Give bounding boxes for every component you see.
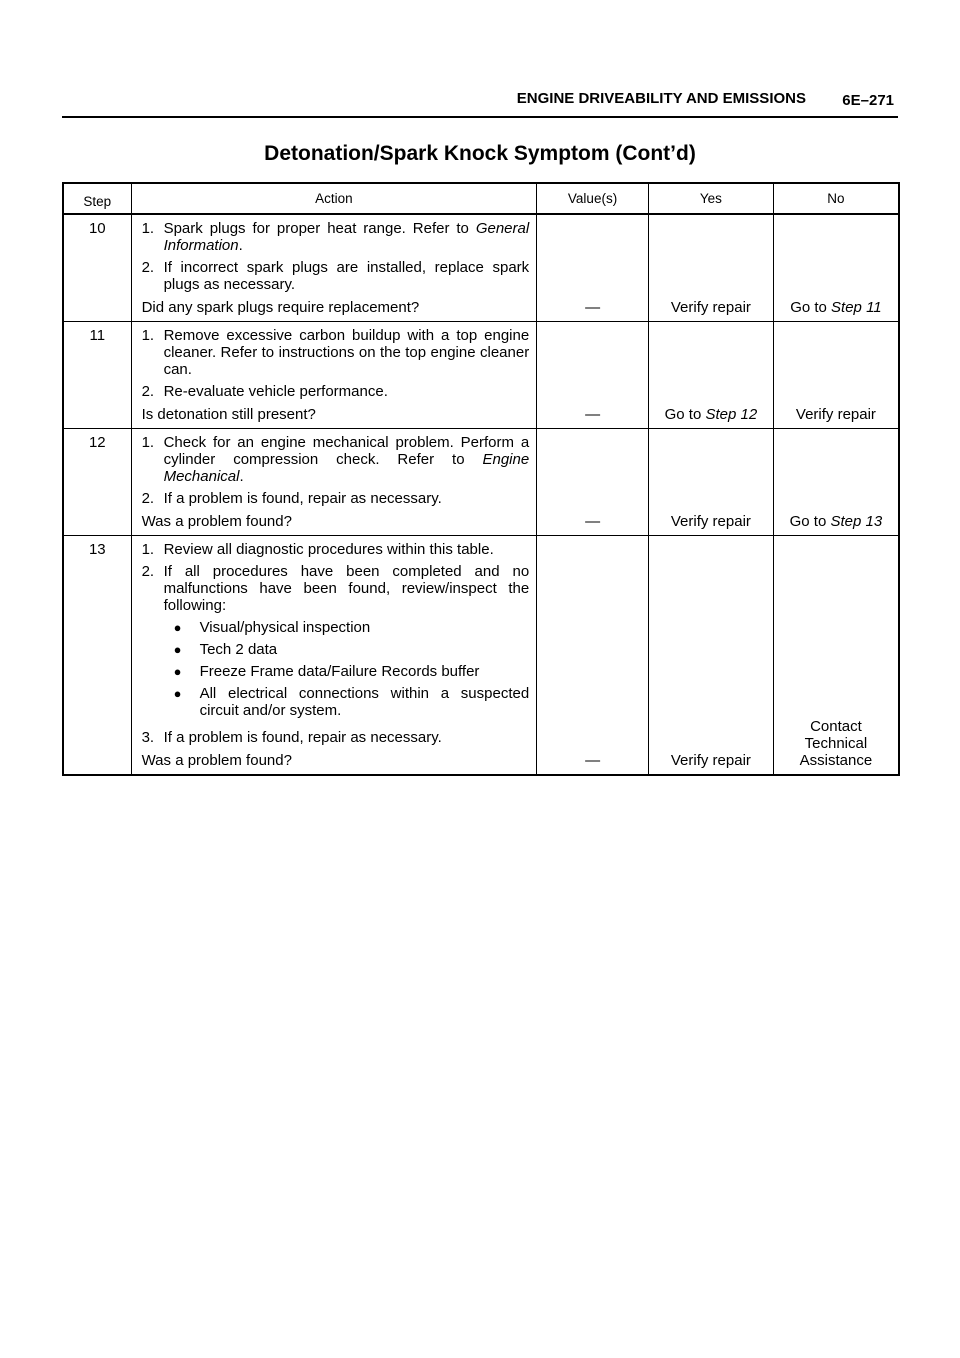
step-number: 10 bbox=[63, 214, 131, 322]
section-title: ENGINE DRIVEABILITY AND EMISSIONS bbox=[516, 90, 806, 107]
action-item: 1. Review all diagnostic procedures within this table. bbox=[141, 541, 494, 558]
bullet-icon: ● bbox=[173, 642, 182, 657]
action-cell bbox=[131, 536, 537, 776]
no-cell: Go to Step 13 bbox=[773, 429, 899, 536]
table-row bbox=[63, 214, 899, 322]
yes-cell: Verify repair bbox=[648, 536, 773, 776]
step-reference: Step 13 bbox=[830, 513, 883, 530]
column-header-values: Value(s) bbox=[537, 183, 649, 214]
reference-link: General Information bbox=[163, 220, 530, 254]
table-row bbox=[63, 429, 899, 536]
step-reference: Step 12 bbox=[705, 406, 758, 423]
table-row bbox=[63, 322, 899, 429]
yes-cell: Verify repair bbox=[648, 214, 773, 322]
page-header bbox=[62, 88, 898, 118]
step-reference: Step 11 bbox=[831, 299, 882, 316]
column-header-yes: Yes bbox=[648, 183, 773, 214]
no-cell: Contact Technical Assistance bbox=[773, 536, 899, 776]
action-question: Did any spark plugs require replacement? bbox=[141, 299, 420, 316]
bullet-item: ● Freeze Frame data/Failure Records buffer bbox=[173, 663, 480, 680]
bullet-icon: ● bbox=[173, 620, 182, 635]
action-item: 2. If incorrect spark plugs are installed, replace spark plugs as necessary. bbox=[141, 259, 530, 293]
bullet-icon: ● bbox=[173, 664, 182, 679]
yes-cell: Verify repair bbox=[648, 429, 773, 536]
diagnostic-table bbox=[62, 182, 900, 776]
action-item: 1. Remove excessive carbon buildup with a top engine cleaner. Refer to instructions on the top engine cleaner can. bbox=[141, 327, 530, 378]
column-header-step: Step bbox=[63, 183, 131, 214]
value-cell: — bbox=[537, 429, 649, 536]
step-number: 11 bbox=[63, 322, 131, 429]
value-cell: — bbox=[537, 322, 649, 429]
action-item: 1. Spark plugs for proper heat range. Refer to General Information. bbox=[141, 220, 530, 254]
no-cell: Verify repair bbox=[773, 322, 899, 429]
action-question: Was a problem found? bbox=[141, 513, 292, 530]
action-item: 2. If a problem is found, repair as necessary. bbox=[141, 490, 442, 507]
action-item: 3. If a problem is found, repair as necessary. bbox=[141, 729, 442, 746]
column-header-action: Action bbox=[131, 183, 537, 214]
bullet-item: ● Visual/physical inspection bbox=[173, 619, 371, 636]
action-question: Was a problem found? bbox=[141, 752, 292, 769]
step-number: 13 bbox=[63, 536, 131, 776]
table-row bbox=[63, 536, 899, 776]
step-number: 12 bbox=[63, 429, 131, 536]
reference-link: Engine Mechanical bbox=[163, 451, 530, 485]
bullet-item: ● Tech 2 data bbox=[173, 641, 278, 658]
action-item: 2. If all procedures have been completed and no malfunctions have been found, review/inspect the following: ● Visual/physical inspection ● Tech 2 data ● Freeze Frame data/Failure Records buffer ● All electrical connections within a suspected circuit and/or system. bbox=[141, 563, 530, 719]
page-number: 6E–271 bbox=[842, 92, 894, 109]
bullet-item: ● All electrical connections within a suspected circuit and/or system. bbox=[173, 685, 530, 719]
column-header-no: No bbox=[773, 183, 899, 214]
action-item: 1. Check for an engine mechanical problem. Perform a cylinder compression check. Refer to Engine Mechanical. bbox=[141, 434, 530, 485]
yes-cell: Go to Step 12 bbox=[648, 322, 773, 429]
action-cell bbox=[131, 322, 537, 429]
action-question: Is detonation still present? bbox=[141, 406, 316, 423]
value-cell: — bbox=[537, 214, 649, 322]
bullet-icon: ● bbox=[173, 686, 182, 701]
table-header-row bbox=[63, 183, 899, 214]
no-cell: Go to Step 11 bbox=[773, 214, 899, 322]
document-title: Detonation/Spark Knock Symptom (Cont’d) bbox=[264, 142, 696, 165]
action-cell bbox=[131, 429, 537, 536]
value-cell: — bbox=[537, 536, 649, 776]
action-cell bbox=[131, 214, 537, 322]
action-item: 2. Re-evaluate vehicle performance. bbox=[141, 383, 388, 400]
